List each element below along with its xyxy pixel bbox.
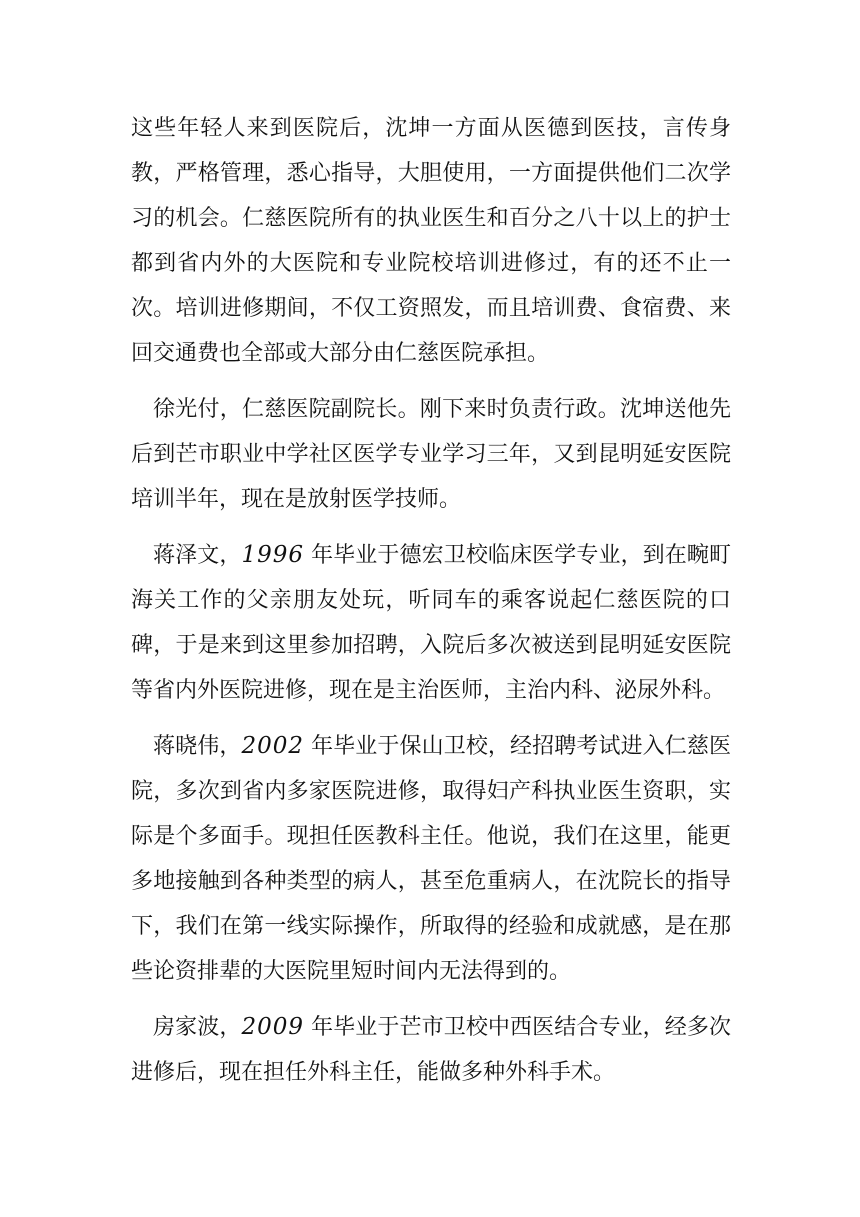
paragraph-text: 徐光付，仁慈医院副院长。刚下来时负责行政。沈坤送他先后到芒市职业中学社区医学专业学习三年，又到昆明延安医院培训半年，现在是放射医学技师。 <box>131 397 731 512</box>
paragraph-fang-jiabo <box>131 1005 731 1095</box>
paragraph-jiang-zewen <box>131 533 731 713</box>
paragraph-training-policy <box>131 106 731 376</box>
graduation-year: 2009 <box>241 1014 304 1040</box>
graduation-year: 1996 <box>241 542 304 568</box>
paragraph-lead: 房家波， <box>153 1015 242 1040</box>
paragraph-text: 年毕业于芒市卫校中西医结合专业，经多次进修后，现在担任外科主任，能做多种外科手术。 <box>131 1015 731 1085</box>
paragraph-lead: 蒋泽文， <box>153 543 242 568</box>
paragraph-text: 年毕业于保山卫校，经招聘考试进入仁慈医院，多次到省内多家医院进修，取得妇产科执业医生资职，实际是个多面手。现担任医教科主任。他说，我们在这里，能更多地接触到各种类型的病人，甚至危重病人，在沈院长的指导下，我们在第一线实际操作，所取得的经验和成就感，是在那些论资排辈的大医院里短时间内无法得到的。 <box>131 734 731 984</box>
graduation-year: 2002 <box>241 733 304 759</box>
paragraph-text: 这些年轻人来到医院后，沈坤一方面从医德到医技，言传身教，严格管理，悉心指导，大胆使用，一方面提供他们二次学习的机会。仁慈医院所有的执业医生和百分之八十以上的护士都到省内外的大医院和专业院校培训进修过，有的还不止一次。培训进修期间，不仅工资照发，而且培训费、食宿费、来回交通费也全部或大部分由仁慈医院承担。 <box>131 116 731 366</box>
paragraph-lead: 蒋晓伟， <box>153 734 242 759</box>
paragraph-text: 年毕业于德宏卫校临床医学专业，到在畹町海关工作的父亲朋友处玩，听同车的乘客说起仁慈医院的口碑，于是来到这里参加招聘，入院后多次被送到昆明延安医院等省内外医院进修，现在是主治医师，主治内科、泌尿外科。 <box>131 543 731 703</box>
document-body <box>131 106 731 1106</box>
paragraph-xu-guangfu <box>131 387 731 522</box>
paragraph-jiang-xiaowei <box>131 724 731 994</box>
